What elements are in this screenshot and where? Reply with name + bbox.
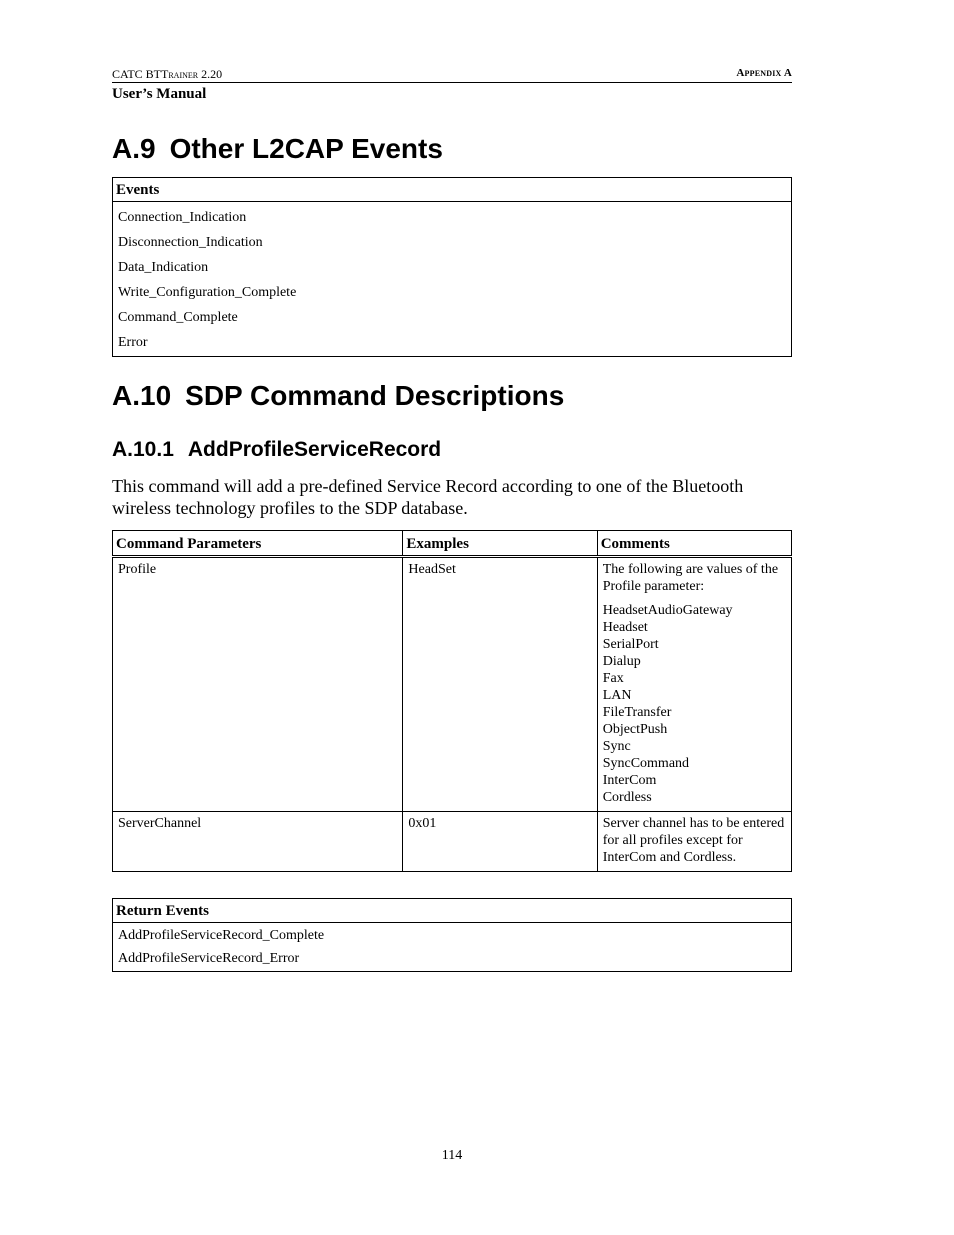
column-header-comments: Comments — [597, 531, 791, 557]
events-table — [112, 177, 792, 357]
section-heading-a9: A.9 Other L2CAP Events — [112, 133, 443, 164]
subsection-heading-a10-1: A.10.1 AddProfileServiceRecord — [112, 438, 442, 461]
running-header-product: CATC BTTrainer 2.20 — [112, 67, 223, 81]
profile-value: SerialPort — [602, 637, 659, 652]
table-row — [113, 557, 792, 812]
profile-value: FileTransfer — [602, 705, 672, 720]
profile-value: InterCom — [602, 773, 657, 788]
table-row: Command_Complete — [118, 310, 238, 325]
column-header-examples: Examples — [403, 531, 597, 557]
profile-value: LAN — [602, 688, 632, 703]
example-cell: 0x01 — [403, 812, 597, 872]
table-header: Events — [113, 178, 792, 202]
table-row: Disconnection_Indication — [118, 235, 263, 250]
page-number: 114 — [441, 1148, 463, 1163]
table-row: AddProfileServiceRecord_Complete — [118, 928, 325, 943]
command-description: This command will add a pre-defined Service Record according to one of the Bluetooth wireless technology profiles to the SDP database. — [112, 476, 744, 518]
example-cell: HeadSet — [403, 557, 597, 812]
profile-value: ObjectPush — [602, 722, 668, 737]
table-row: Error — [118, 335, 148, 350]
section-heading-a10: A.10 SDP Command Descriptions — [112, 380, 565, 411]
table-row: Connection_Indication — [118, 210, 247, 225]
command-parameters-table — [112, 530, 792, 872]
table-row: Data_Indication — [118, 260, 209, 275]
column-header-parameters: Command Parameters — [113, 531, 403, 557]
profile-value: HeadsetAudioGateway — [602, 603, 733, 618]
table-row: Write_Configuration_Complete — [118, 285, 297, 300]
profile-value: Cordless — [602, 790, 652, 805]
running-header-manual: User’s Manual — [112, 86, 207, 102]
parameter-cell: ServerChannel — [113, 812, 403, 872]
profile-value: Dialup — [602, 654, 641, 669]
profile-value: Fax — [602, 671, 624, 686]
table-header: Return Events — [113, 899, 792, 923]
table-row — [113, 812, 792, 872]
table-row: AddProfileServiceRecord_Error — [118, 951, 300, 966]
header-rule — [112, 82, 792, 83]
profile-value: SyncCommand — [602, 756, 690, 771]
return-events-table — [112, 898, 792, 972]
running-header-appendix: Appendix A — [736, 67, 792, 79]
profile-value: Sync — [602, 739, 631, 754]
comment-intro: The following are values of the Profile parameter: — [602, 562, 779, 594]
profile-value: Headset — [602, 620, 648, 635]
parameter-cell: Profile — [113, 557, 403, 812]
comment-cell — [597, 557, 791, 812]
comment-cell: Server channel has to be entered for all profiles except for InterCom and Cordless. — [597, 812, 791, 872]
